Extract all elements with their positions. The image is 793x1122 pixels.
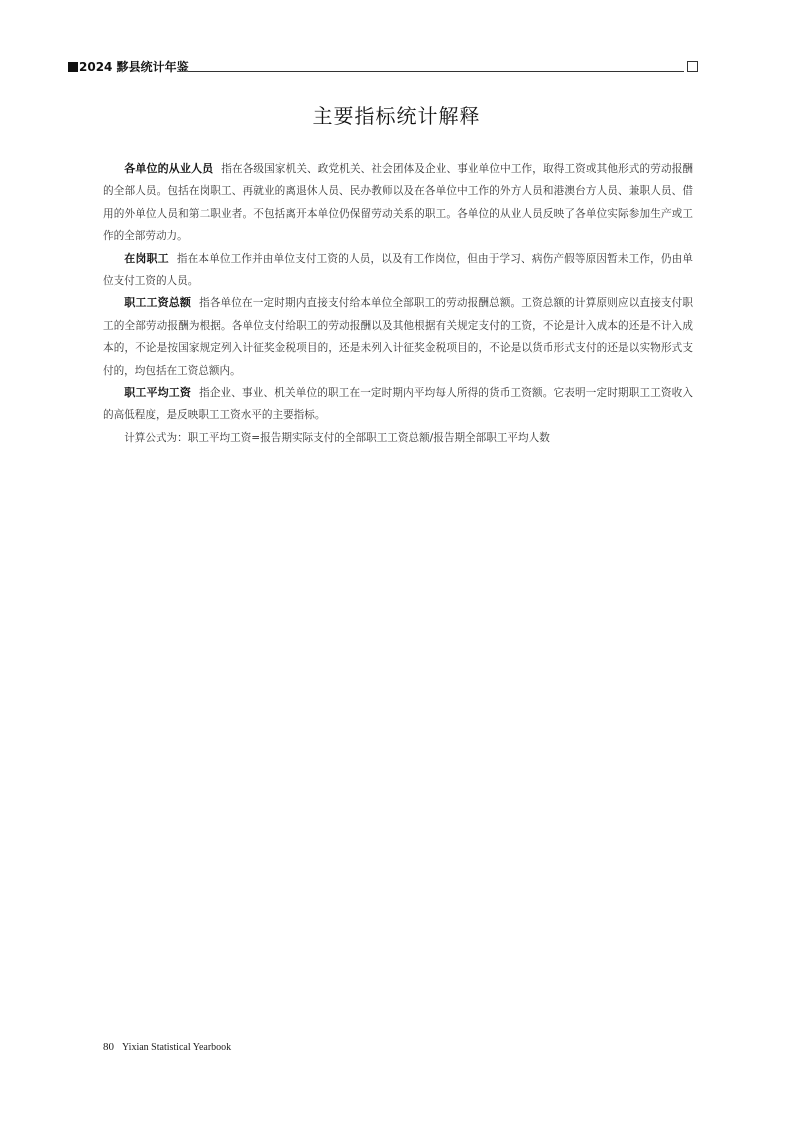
page-number: 80 (103, 1041, 114, 1053)
definition-text: 指在本单位工作并由单位支付工资的人员，以及有工作岗位，但由于学习、病伤产假等原因暂未工作，仍由单位支付工资的人员。 (103, 252, 693, 288)
definition-term: 职工平均工资 (124, 386, 192, 400)
definition-paragraph (103, 248, 693, 293)
page-footer (103, 1041, 231, 1053)
definitions-body (103, 158, 693, 449)
definition-term: 在岗职工 (124, 251, 169, 265)
black-square-icon (68, 62, 78, 72)
definition-paragraph (103, 158, 693, 248)
definition-term: 各单位的从业人员 (124, 162, 214, 175)
header-rule (188, 71, 684, 72)
empty-square-icon (687, 61, 698, 72)
definition-text: 指企业、事业、机关单位的职工在一定时期内平均每人所得的货币工资额。它表明一定时期职工工资收入的高低程度，是反映职工工资水平的主要指标。 (103, 387, 694, 422)
definition-paragraph (103, 382, 693, 427)
running-title-text: 2024 黟县统计年鉴 (79, 60, 189, 74)
footer-title: Yixian Statistical Yearbook (122, 1042, 232, 1053)
definition-paragraph (103, 292, 693, 382)
definition-text: 指在各级国家机关、政党机关、社会团体及企业、事业单位中工作，取得工资或其他形式的劳动报酬的全部人员。包括在岗职工、再就业的离退休人员、民办教师以及在各单位中工作的外方人员和港澳台方人员、兼职人员、借用的外单位人员和第二职业者。不包括离开本单位仍保留劳动关系的职工。各单位的从业人员反映了各单位实际参加生产或工作的全部劳动力。 (103, 163, 694, 243)
definition-term: 职工工资总额 (124, 296, 192, 310)
running-title (68, 60, 189, 74)
formula-line: 计算公式为：职工平均工资=报告期实际支付的全部职工工资总额/报告期全部职工平均人数 (124, 431, 550, 444)
running-header (68, 60, 698, 74)
page-title: 主要指标统计解释 (312, 104, 481, 128)
definition-text: 指各单位在一定时期内直接支付给本单位全部职工的劳动报酬总额。工资总额的计算原则应以直接支付职工的全部劳动报酬为根据。各单位支付给职工的劳动报酬以及其他根据有关规定支付的工资，不论是计入成本的还是不计入成本的，不论是按国家规定列入计征奖金税项目的，还是未列入计征奖金税项目的，不论是以货币形式支付的还是以实物形式支付的，均包括在工资总额内。 (103, 297, 694, 377)
